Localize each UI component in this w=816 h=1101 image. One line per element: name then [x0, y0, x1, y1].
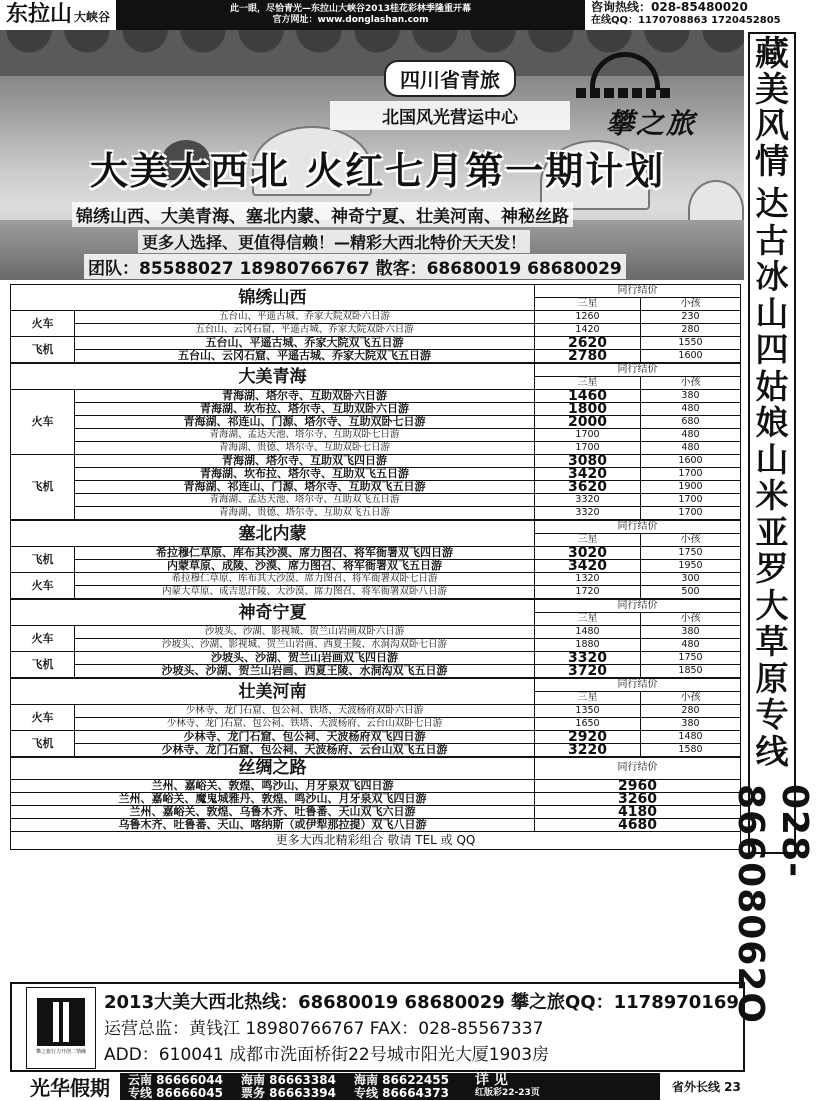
table-row — [11, 818, 741, 831]
top-ad-line2[interactable]: 官方网址：www.donglashan.com — [272, 15, 429, 25]
top-banner — [0, 0, 800, 30]
price-cell: 1320 — [535, 573, 641, 586]
child-price-cell: 1700 — [641, 494, 741, 507]
route-cell: 五台山、云冈石窟、平遥古城、乔家大院双卧六日游 — [75, 324, 535, 337]
price-cell: 1800 — [535, 403, 641, 416]
route-cell: 兰州、嘉峪关、敦煌、鸣沙山、月牙泉双飞四日游 — [11, 779, 535, 792]
section-title: 神奇宁夏 — [11, 599, 535, 626]
qr-block — [26, 987, 96, 1069]
top-contact-hotline: 咨询热线：028-85480020 — [591, 0, 748, 14]
price-cell: 3620 — [535, 481, 641, 494]
table-row — [11, 442, 741, 455]
table-row — [11, 416, 741, 429]
table-row — [11, 665, 741, 679]
transport-mode: 飞机 — [11, 337, 75, 364]
route-cell: 沙坡头、沙湖、贺兰山岩画、西夏王陵、水洞沟双飞五日游 — [75, 665, 535, 679]
price-cell: 1720 — [535, 586, 641, 600]
route-cell: 青海湖、贵德、塔尔寺、互助双飞五日游 — [75, 507, 535, 521]
transport-mode: 火车 — [11, 311, 75, 337]
regions-line: 锦绣山西、大美青海、塞北内蒙、神奇宁夏、壮美河南、神秘丝路 — [72, 202, 573, 227]
col-child: 小孩 — [641, 377, 741, 390]
route-cell: 青海湖、祁连山、门源、塔尔寺、互助双卧七日游 — [75, 416, 535, 429]
hotline: 2013大美大西北热线：68680019 68680029 攀之旅QQ：1178970169 — [104, 992, 739, 1013]
section-header-row — [11, 599, 741, 613]
price-cell: 1700 — [535, 442, 641, 455]
child-price-cell: 480 — [641, 639, 741, 652]
route-cell: 希拉穆仁草原、库布其沙漠、席力图召、将军衙署双飞四日游 — [75, 547, 535, 560]
table-row — [11, 744, 741, 758]
vertical-ad — [730, 32, 815, 1024]
price-cell: 3320 — [535, 494, 641, 507]
brand-logo[interactable] — [0, 0, 116, 30]
price-label: 同行结价 — [535, 520, 741, 534]
footer-line: 海南 86622455 — [353, 1072, 449, 1087]
section-title: 锦绣山西 — [11, 285, 535, 311]
vertical-phone: 028-86608062O — [730, 784, 815, 1024]
child-price-cell: 1600 — [641, 455, 741, 468]
footer-group-1 — [128, 1074, 223, 1100]
col-child: 小孩 — [641, 692, 741, 705]
child-price-cell: 230 — [641, 311, 741, 324]
footer-group-3 — [354, 1074, 449, 1100]
child-price-cell: 500 — [641, 586, 741, 600]
price-cell: 3320 — [535, 507, 641, 521]
col-child: 小孩 — [641, 298, 741, 311]
section-header-row — [11, 363, 741, 377]
price-label: 同行结价 — [535, 285, 741, 298]
price-label: 同行结价 — [535, 599, 741, 613]
transport-mode: 飞机 — [11, 731, 75, 758]
route-cell: 沙坡头、沙湖、影视城、贺兰山岩画、西夏王陵、水洞沟双卧七日游 — [75, 639, 535, 652]
route-cell: 沙坡头、沙湖、影视城、贺兰山岩画双卧六日游 — [75, 626, 535, 639]
route-cell: 希拉穆仁草原、库布其大沙漠、席力图召、将军衙署双卧七日游 — [75, 573, 535, 586]
child-price-cell: 1850 — [641, 665, 741, 679]
top-contacts — [585, 0, 800, 30]
route-cell: 少林寺、龙门石窟、包公祠、天波杨府、云台山双飞五日游 — [75, 744, 535, 758]
price-cell: 1460 — [535, 390, 641, 403]
child-price-cell: 380 — [641, 390, 741, 403]
footnote-row — [11, 831, 741, 849]
col-three-star: 三星 — [535, 298, 641, 311]
route-cell: 少林寺、龙门石窟、包公祠、天波杨府双飞四日游 — [75, 731, 535, 744]
col-three-star: 三星 — [535, 534, 641, 547]
price-cell: 1480 — [535, 626, 641, 639]
section-header-row — [11, 678, 741, 692]
transport-mode: 火车 — [11, 626, 75, 652]
child-price-cell: 480 — [641, 442, 741, 455]
price-cell: 4680 — [535, 818, 741, 831]
child-price-cell: 480 — [641, 429, 741, 442]
headline: 大美大西北 火红七月第一期计划 — [90, 148, 666, 193]
footer-line: 海南 86663384 — [240, 1072, 336, 1087]
top-ad — [116, 4, 585, 26]
child-price-cell: 1950 — [641, 560, 741, 573]
brand-sub: 大峡谷 — [74, 10, 111, 24]
price-cell: 2620 — [535, 337, 641, 350]
footer-see-more — [474, 1071, 540, 1100]
price-cell: 1260 — [535, 311, 641, 324]
price-label: 同行结价 — [535, 363, 741, 377]
table-row — [11, 731, 741, 744]
section-title: 丝绸之路 — [11, 757, 535, 779]
section-header-row — [11, 757, 741, 779]
footer-xiang: 详 见 — [474, 1071, 508, 1088]
transport-mode: 火车 — [11, 573, 75, 600]
address: ADD：610041 成都市洗面桥街22号城市阳光大厦1903房 — [104, 1045, 550, 1065]
child-price-cell: 1580 — [641, 744, 741, 758]
table-row — [11, 573, 741, 586]
footer-phones — [120, 1073, 660, 1100]
col-three-star: 三星 — [535, 613, 641, 626]
agency-name: 四川省青旅 — [384, 60, 516, 97]
transport-mode: 火车 — [11, 705, 75, 731]
price-cell: 3020 — [535, 547, 641, 560]
transport-mode: 飞机 — [11, 547, 75, 573]
child-price-cell: 280 — [641, 324, 741, 337]
route-cell: 乌鲁木齐、吐鲁番、天山、喀纳斯（或伊犁那拉提）双飞八日游 — [11, 818, 535, 831]
price-cell: 3080 — [535, 455, 641, 468]
route-cell: 内蒙大草原、成吉思汗陵、大沙漠、席力图召、将军衙署双卧八日游 — [75, 586, 535, 600]
price-cell: 2960 — [535, 779, 741, 792]
child-price-cell: 300 — [641, 573, 741, 586]
footer — [0, 1073, 800, 1100]
route-cell: 兰州、嘉峪关、敦煌、乌鲁木齐、吐鲁番、天山双飞六日游 — [11, 805, 535, 818]
top-ad-line1: 此一眼，尽恰青光—东拉山大峡谷2013桂花彩林季隆重开幕 — [229, 4, 472, 14]
logo-name: 攀之旅 — [606, 107, 697, 140]
child-price-cell: 380 — [641, 626, 741, 639]
table-row — [11, 481, 741, 494]
table-row — [11, 560, 741, 573]
price-cell: 1650 — [535, 718, 641, 731]
col-child: 小孩 — [641, 613, 741, 626]
footer-line: 票务 86663394 — [240, 1085, 336, 1100]
col-three-star: 三星 — [535, 692, 641, 705]
slogan: 更多人选择、更值得信赖！—精彩大西北特价天天发！ — [138, 230, 530, 253]
vertical-text: 达 古 冰 山 四 姑 娘 山 米 亚 罗 大 草 原 专 线 — [755, 184, 789, 771]
manager-fax: 运营总监：黄钱江 18980766767 FAX：028-85567337 — [104, 1019, 544, 1039]
col-three-star: 三星 — [535, 377, 641, 390]
route-cell: 青海湖、塔尔寺、互助双飞四日游 — [75, 455, 535, 468]
child-price-cell: 1750 — [641, 547, 741, 560]
price-label: 同行结价 — [535, 757, 741, 779]
section-title: 大美青海 — [11, 363, 535, 390]
hero-banner — [0, 30, 744, 280]
table-row — [11, 639, 741, 652]
agency-block — [330, 60, 570, 130]
route-cell: 沙坡头、沙湖、贺兰山岩画双飞四日游 — [75, 652, 535, 665]
table-row — [11, 403, 741, 416]
route-cell: 青海湖、塔尔寺、互助双卧六日游 — [75, 390, 535, 403]
phone-line: 团队：85588027 18980766767 散客：68680019 68680029 — [84, 254, 626, 279]
route-cell: 青海湖、坎布拉、塔尔寺、互助双飞五日游 — [75, 468, 535, 481]
route-cell: 青海湖、祁连山、门源、塔尔寺、互助双飞五日游 — [75, 481, 535, 494]
col-child: 小孩 — [641, 534, 741, 547]
route-cell: 青海湖、贵德、塔尔寺、互助双卧七日游 — [75, 442, 535, 455]
vertical-title: 藏 美 风 情 — [755, 34, 789, 182]
route-cell: 兰州、嘉峪关、魔鬼城雅丹、敦煌、鸣沙山、月牙泉双飞四日游 — [11, 792, 535, 805]
sun-rays-icon — [576, 88, 672, 98]
footer-page-label: 省外长线 23 — [672, 1080, 741, 1094]
route-cell: 五台山、云冈石窟、平遥古城、乔家大院双飞五日游 — [75, 350, 535, 364]
price-cell: 1420 — [535, 324, 641, 337]
table-row — [11, 337, 741, 350]
table-row — [11, 350, 741, 364]
route-cell: 五台山、平遥古城、乔家大院双卧六日游 — [75, 311, 535, 324]
top-contact-qq: 在线QQ：1170708863 1720452805 — [591, 15, 781, 26]
qr-code-icon[interactable] — [37, 998, 85, 1046]
child-price-cell: 1750 — [641, 652, 741, 665]
child-price-cell: 1700 — [641, 468, 741, 481]
footer-group-2 — [241, 1074, 336, 1100]
child-price-cell: 280 — [641, 705, 741, 718]
route-cell: 青海湖、坎布拉、塔尔寺、互助双卧六日游 — [75, 403, 535, 416]
section-title: 壮美河南 — [11, 678, 535, 705]
table-row — [11, 586, 741, 600]
footer-line: 云南 86666044 — [128, 1072, 223, 1087]
footnote: 更多大西北精彩组合 敬请 TEL 或 QQ — [11, 831, 741, 849]
price-cell: 3320 — [535, 652, 641, 665]
route-cell: 青海湖、孟达天池、塔尔寺、互助双飞五日游 — [75, 494, 535, 507]
table-row — [11, 455, 741, 468]
price-table — [10, 284, 740, 850]
route-cell: 少林寺、龙门石窟、包公祠、铁塔、天波杨府双卧六日游 — [75, 705, 535, 718]
child-price-cell: 1600 — [641, 350, 741, 364]
transport-mode: 飞机 — [11, 652, 75, 679]
bottom-info — [10, 982, 745, 1072]
qr-caption: 攀之旅行力开创二情确 — [35, 1049, 86, 1055]
footer-page-ref: 红版彩22-23页 — [474, 1087, 540, 1098]
price-cell: 2780 — [535, 350, 641, 364]
footer-brand: 光华假期 — [0, 1072, 120, 1101]
brand-main: 东拉山 — [6, 2, 73, 27]
price-cell: 1880 — [535, 639, 641, 652]
price-cell: 3420 — [535, 468, 641, 481]
table-row — [11, 494, 741, 507]
section-header-row — [11, 520, 741, 534]
child-price-cell: 480 — [641, 403, 741, 416]
route-cell: 内蒙草原、成陵、沙漠、席力图召、将军衙署双飞五日游 — [75, 560, 535, 573]
route-cell: 五台山、平遥古城、乔家大院双飞五日游 — [75, 337, 535, 350]
table-row — [11, 468, 741, 481]
footer-line: 专线 86666045 — [128, 1085, 223, 1100]
route-cell: 少林寺、龙门石窟、包公祠、铁塔、天波杨府、云台山双卧七日游 — [75, 718, 535, 731]
table-row — [11, 390, 741, 403]
table-row — [11, 652, 741, 665]
sun-icon — [590, 52, 660, 90]
transport-mode: 火车 — [11, 390, 75, 455]
table-row — [11, 507, 741, 521]
section-header-row — [11, 285, 741, 298]
price-cell: 4180 — [535, 805, 741, 818]
table-row — [11, 311, 741, 324]
price-cell: 3420 — [535, 560, 641, 573]
price-cell: 3260 — [535, 792, 741, 805]
child-price-cell: 1480 — [641, 731, 741, 744]
section-title: 塞北内蒙 — [11, 520, 535, 547]
child-price-cell: 680 — [641, 416, 741, 429]
price-cell: 3220 — [535, 744, 641, 758]
table-row — [11, 626, 741, 639]
table-row — [11, 429, 741, 442]
price-cell: 1350 — [535, 705, 641, 718]
table-row — [11, 718, 741, 731]
child-price-cell: 380 — [641, 718, 741, 731]
table-row — [11, 547, 741, 560]
child-price-cell: 1550 — [641, 337, 741, 350]
table-row — [11, 324, 741, 337]
price-cell: 2000 — [535, 416, 641, 429]
price-cell: 2920 — [535, 731, 641, 744]
price-cell: 1700 — [535, 429, 641, 442]
transport-mode: 飞机 — [11, 455, 75, 521]
child-price-cell: 1900 — [641, 481, 741, 494]
price-label: 同行结价 — [535, 678, 741, 692]
child-price-cell: 1700 — [641, 507, 741, 521]
route-cell: 青海湖、孟达天池、塔尔寺、互助双卧七日游 — [75, 429, 535, 442]
agency-center: 北国风光营运中心 — [330, 101, 570, 130]
panzhilv-logo — [568, 52, 718, 152]
price-cell: 3720 — [535, 665, 641, 679]
footer-line: 专线 86664373 — [353, 1085, 449, 1100]
table-row — [11, 705, 741, 718]
